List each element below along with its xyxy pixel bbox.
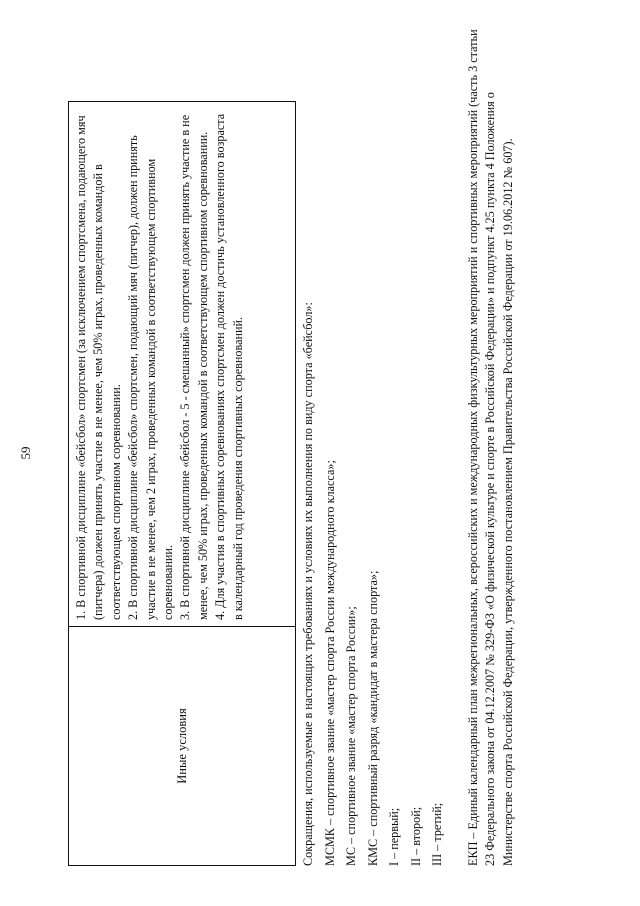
spacer xyxy=(451,26,465,866)
row-label: Иные условия xyxy=(174,708,189,784)
condition-item: 3. В спортивной дисциплине «бейсбол - 5 - смешанный» спортсмен должен принять участие в не менее, чем 50% играх, проведенных командой в соответствующем спортивном соревновании. xyxy=(178,114,210,620)
conditions-table xyxy=(68,101,296,866)
row-label-cell xyxy=(69,626,295,865)
condition-item: 1. В спортивной дисциплине «бейсбол» спортсмен (за исключением спортсмена, подающего мяч (питчера) должен принять участие в не менее, чем 50% играх, проведенных командой в соответствующем спортивном соревновании. xyxy=(74,115,123,620)
abbreviation-item: КМС – спортивный разряд «кандидат в мастера спорта»; xyxy=(365,570,380,866)
conditions-cell xyxy=(69,102,295,626)
page-number: 59 xyxy=(18,446,33,460)
abbreviations-intro: Сокращения, используемые в настоящих требованиях и условиях их выполнения по виду спорта «бейсбол»: xyxy=(301,302,315,866)
condition-item: 2. В спортивной дисциплине «бейсбол» спортсмен, подающий мяч (питчер), должен принять участие в не менее, чем 2 играх, проведенных командой в соответствующем спортивном соревновании. xyxy=(126,135,176,620)
abbreviation-item: I – первый; xyxy=(387,807,401,866)
condition-item: 4. Для участия в спортивных соревнованиях спортсмен должен достичь установленного возраста в календарный год проведения спортивных соревнований. xyxy=(213,113,245,620)
abbreviations-section xyxy=(300,26,521,866)
abbreviation-item: II – второй; xyxy=(408,806,423,866)
abbreviation-item: МС – спортивное звание «мастер спорта России»; xyxy=(344,606,358,866)
abbreviation-item: МСМК – спортивное звание «мастер спорта России международного класса»; xyxy=(322,460,337,866)
ekp-definition: ЕКП – Единый календарный план межрегиональных, всероссийских и международных физкультурных мероприятий и спортивных мероприятий (часть 3 статьи 23 Федерального закона от 04.12.2007 № 329-ФЗ «О физической культуре и спорте в Российской Федерации» и подпункт 4.25 пункта 4 Положения о Министерстве спорта Российской Федерации, утвержденного постановлением Правительства Российской Федерации от 19.06.2012 № 607). xyxy=(465,29,515,866)
abbreviation-item: III – третий; xyxy=(430,802,444,866)
